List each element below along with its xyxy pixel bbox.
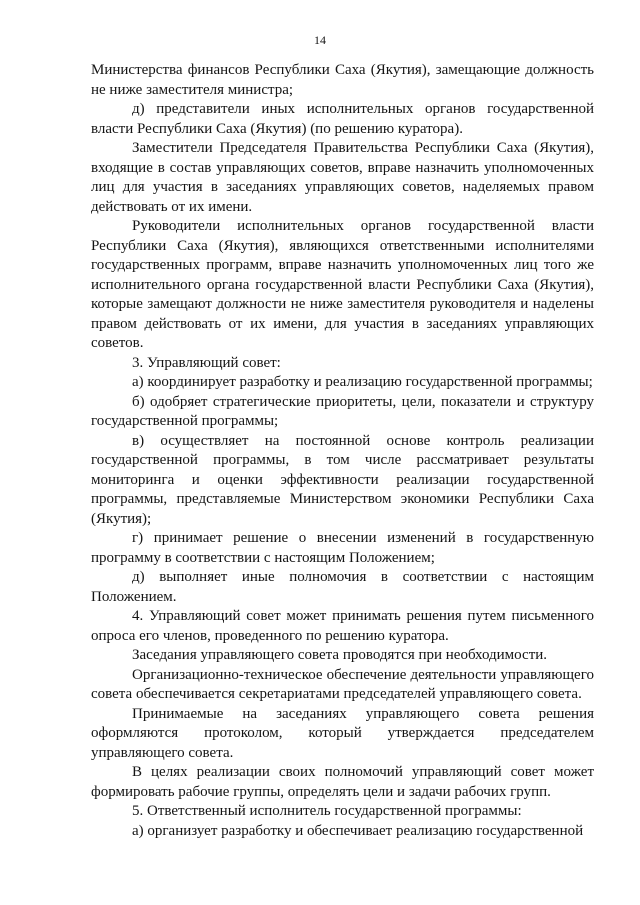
paragraph-item-v-monitoring: в) осуществляет на постоянной основе контроль реализации государственной программы, в том числе рассматривает результаты мониторинга и оценки эффективности реализации государственной программы, представляемые Министерством экономики Республики Саха (Якутия); bbox=[91, 432, 594, 527]
section-4-written-poll: 4. Управляющий совет может принимать решения путем письменного опроса его членов, проведенного по решению куратора. bbox=[91, 608, 594, 644]
document-body bbox=[91, 61, 594, 841]
paragraph-item-a-coordinates: а) координирует разработку и реализацию государственной программы; bbox=[132, 374, 593, 390]
paragraph-working-groups: В целях реализации своих полномочий управляющий совет может формировать рабочие группы, определять цели и задачи рабочих групп. bbox=[91, 764, 594, 800]
paragraph-item-d-representatives: д) представители иных исполнительных органов государственной власти Республики Саха (Якутия) (по решению куратора). bbox=[91, 101, 594, 137]
paragraph-item-d-other-powers: д) выполняет иные полномочия в соответствии с настоящим Положением. bbox=[91, 569, 594, 605]
paragraph-meetings: Заседания управляющего совета проводятся при необходимости. bbox=[132, 647, 548, 663]
paragraph-protocol: Принимаемые на заседаниях управляющего совета решения оформляются протоколом, который утверждается председателем управляющего совета. bbox=[91, 705, 594, 761]
paragraph-deputy-chairmen: Заместители Председателя Правительства Республики Саха (Якутия), входящие в состав управляющих советов, вправе назначить уполномоченных лиц для участия в заседаниях управляющих советов, наделяемых правом действовать от их имени. bbox=[91, 140, 594, 215]
paragraph-item-b-approves: б) одобряет стратегические приоритеты, цели, показатели и структуру государственной программы; bbox=[91, 393, 594, 429]
paragraph-item-a-organizes: а) организует разработку и обеспечивает реализацию государственной bbox=[132, 822, 584, 839]
paragraph-heads-of-bodies: Руководители исполнительных органов государственной власти Республики Саха (Якутия), являющихся ответственными исполнителями государственных программ, вправе назначить уполномоченных лиц того же исполнительного органа государственной власти Республики Саха (Якутия), которые замещают должности не ниже заместителя руководителя и наделены правом действовать от их имени, для участия в заседаниях управляющих советов. bbox=[91, 218, 594, 351]
section-heading-3: 3. Управляющий совет: bbox=[132, 354, 281, 371]
paragraph-item-g-amendments: г) принимает решение о внесении изменений в государственную программу в соответствии с настоящим Положением; bbox=[91, 530, 594, 566]
section-heading-5: 5. Ответственный исполнитель государственной программы: bbox=[132, 803, 522, 819]
paragraph-technical-support: Организационно-техническое обеспечение деятельности управляющего совета обеспечивается секретариатами председателей управляющего совета. bbox=[91, 666, 594, 702]
page-number: 14 bbox=[314, 33, 326, 47]
paragraph-continuation: Министерства финансов Республики Саха (Якутия), замещающие должность не ниже заместителя министра; bbox=[91, 62, 594, 98]
